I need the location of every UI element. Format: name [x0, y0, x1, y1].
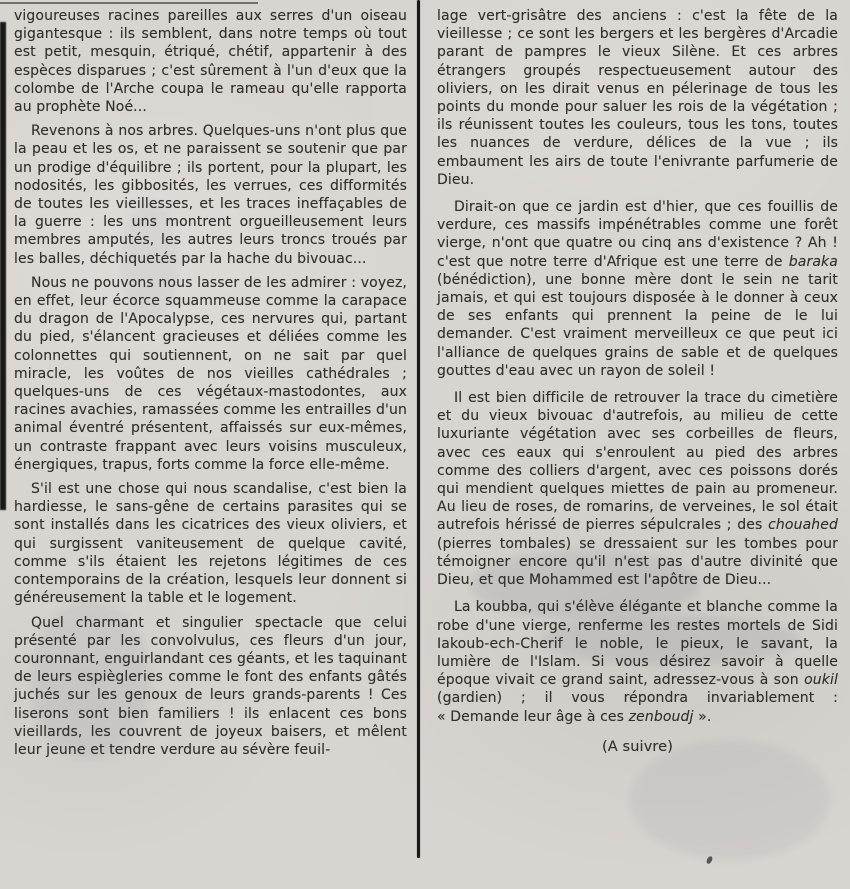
text-segment: S'il est une chose qui nous scandalise, c'est bien la hardiesse, le sans-gêne de certains parasites qui se sont installés dans les cicatrices des vieux oliviers, et qui surgissent vaniteusement de quelque cavité, comme s'ils étaient les rejetons légitimes de ces contemporains de la création, lesquels leur donnent si généreusement la table et le logement. [14, 481, 407, 607]
text-segment: Quel charmant et singulier spectacle que celui présenté par les convolvulus, ces fleurs d'un jour, couronnant, enguirlandant ces géants, et les taquinant de leurs espiègleries comme le font des enfants gâtés juchés sur les genoux de leurs grands-parents ! Ces liserons sont bien familiers ! ils enlacent ces bons vieillards, les couvrent de joyeux baisers, et mêlent leur jeune et tendre verdure au sévère feuil- [14, 614, 407, 758]
text-segment: Nous ne pouvons nous lasser de les admirer : voyez, en effet, leur écorce squammeuse comme la carapace du dragon de l'Apocalypse, ces nervures qui, partant du pied, s'élancent gracieuses et déliées comme les colonnettes qui soutiennent, on ne sait par quel miracle, les voûtes de nos vieilles cathédrales ; quelques-uns de ces végétaux-mastodontes, aux racines avachies, ramassées comme les entrailles d'un animal éventré présentent, affaissés sur eux-mêmes, un contraste frappant avec leurs voisins musculeux, énergiques, trapus, forts comme la force elle-même. [14, 274, 408, 473]
column-divider-rule [417, 0, 420, 858]
italic-term: oukil [804, 672, 838, 689]
italic-term: baraka [788, 253, 838, 270]
text-segment: (gardien) ; il vous répondra invariablement : « Demande leur âge à ces [437, 690, 838, 725]
text-segment: Revenons à nos arbres. Quelques-uns n'ont plus que la peau et les os, et ne paraissent se soutenir que par un prodige d'équilibre ; ils portent, pour la plupart, les nodosités, les gibbosités, les verrues, ces difformités de toutes les vieillesses, et les traces ineffaçables de la guerre : les uns montrent orgueilleusement leurs membres amputés, les autres leurs troncs troués par les balles, déchiquetés par la hache du bivouac... [14, 123, 407, 267]
paragraph [14, 274, 407, 474]
paragraph [437, 389, 838, 589]
ink-speck [706, 855, 713, 864]
italic-term: zenboudj [628, 708, 694, 725]
bleed-through-smudge [630, 740, 830, 860]
text-segment: Il est bien difficile de retrouver la trace du cimetière et du vieux bivouac d'autrefois, au milieu de cette luxuriante végétation avec ses corbeilles de fleurs, avec ces eaux qui s'enroulent au pied des arbres comme des colliers d'argent, avec ces poissons dorés qui mendient quelques miettes de pain au promeneur. Au lieu de roses, de romarins, de verveines, le sol était autrefois hérissé de pierres sépulcrales ; des [437, 390, 838, 534]
paragraph [14, 480, 407, 607]
paragraph [14, 614, 407, 760]
paragraph [437, 598, 838, 725]
text-segment: (bénédiction), une bonne mère dont le sein ne tarit jamais, et qui est toujours disposée à le donner à ceux de ses enfants qui prennent la peine de le lui demander. C'est vraiment merveilleux ce que peut ici l'alliance de quelques grains de sable et de quelques gouttes d'eau avec un rayon de soleil ! [437, 271, 838, 379]
italic-term: chouahed [768, 517, 838, 534]
left-edge-scan-bar [0, 22, 6, 510]
right-paragraphs [437, 7, 838, 726]
text-segment: La koubba, qui s'élève élégante et blanche comme la robe d'une vierge, renferme les restes mortels de Sidi Iakoub-ech-Cherif le noble, le pieux, le savant, la lumière de l'Islam. Si vous désirez savoir à quelle époque vivait ce grand saint, adressez-vous à son [437, 599, 838, 689]
paragraph [14, 122, 407, 268]
right-column [437, 7, 838, 756]
text-segment: vigoureuses racines pareilles aux serres d'un oiseau gigantesque : ils semblent, dans notre temps où tout est petit, mesquin, étriqué, chétif, appartenir à des espèces disparues ; c'est sûrement à l'un d'eux que la colombe de l'Arche coupa le rameau qu'elle rapporta au prophète Noé... [14, 8, 407, 116]
left-paragraphs [14, 7, 407, 759]
paragraph [437, 198, 838, 380]
closing-line: (A suivre) [602, 738, 673, 755]
left-column [14, 7, 407, 765]
paragraph [14, 7, 407, 116]
text-segment: ». [693, 708, 712, 725]
text-segment: lage vert-grisâtre des anciens : c'est la fête de la vieillesse ; ce sont les bergers et les bergères d'Arcadie parant de pampres le vieux Silène. Et ces arbres étrangers groupés respectueusement autour des oliviers, on les dirait venus en pélerinage de tous les points du monde pour saluer les rois de la végétation ; ils réunissent toutes les couleurs, tous les tons, toutes les nuances de verdure, délices de la vue ; ils embaument les airs de toute l'enivrante parfumerie de Dieu. [437, 8, 838, 188]
text-segment: Dirait-on que ce jardin est d'hier, que ces fouillis de verdure, ces massifs impénétrables comme une forêt vierge, n'ont que quatre ou cinq ans d'existence ? Ah ! c'est que notre terre d'Afrique est une terre de [437, 199, 838, 270]
paragraph [437, 7, 838, 189]
text-segment: (pierres tombales) se dressaient sur les tombes pour témoigner encore qu'il n'est pas d'autre divinité que Dieu, et que Mohammed est l'apôtre de Dieu... [437, 535, 838, 589]
top-edge-scan-line [0, 2, 258, 4]
